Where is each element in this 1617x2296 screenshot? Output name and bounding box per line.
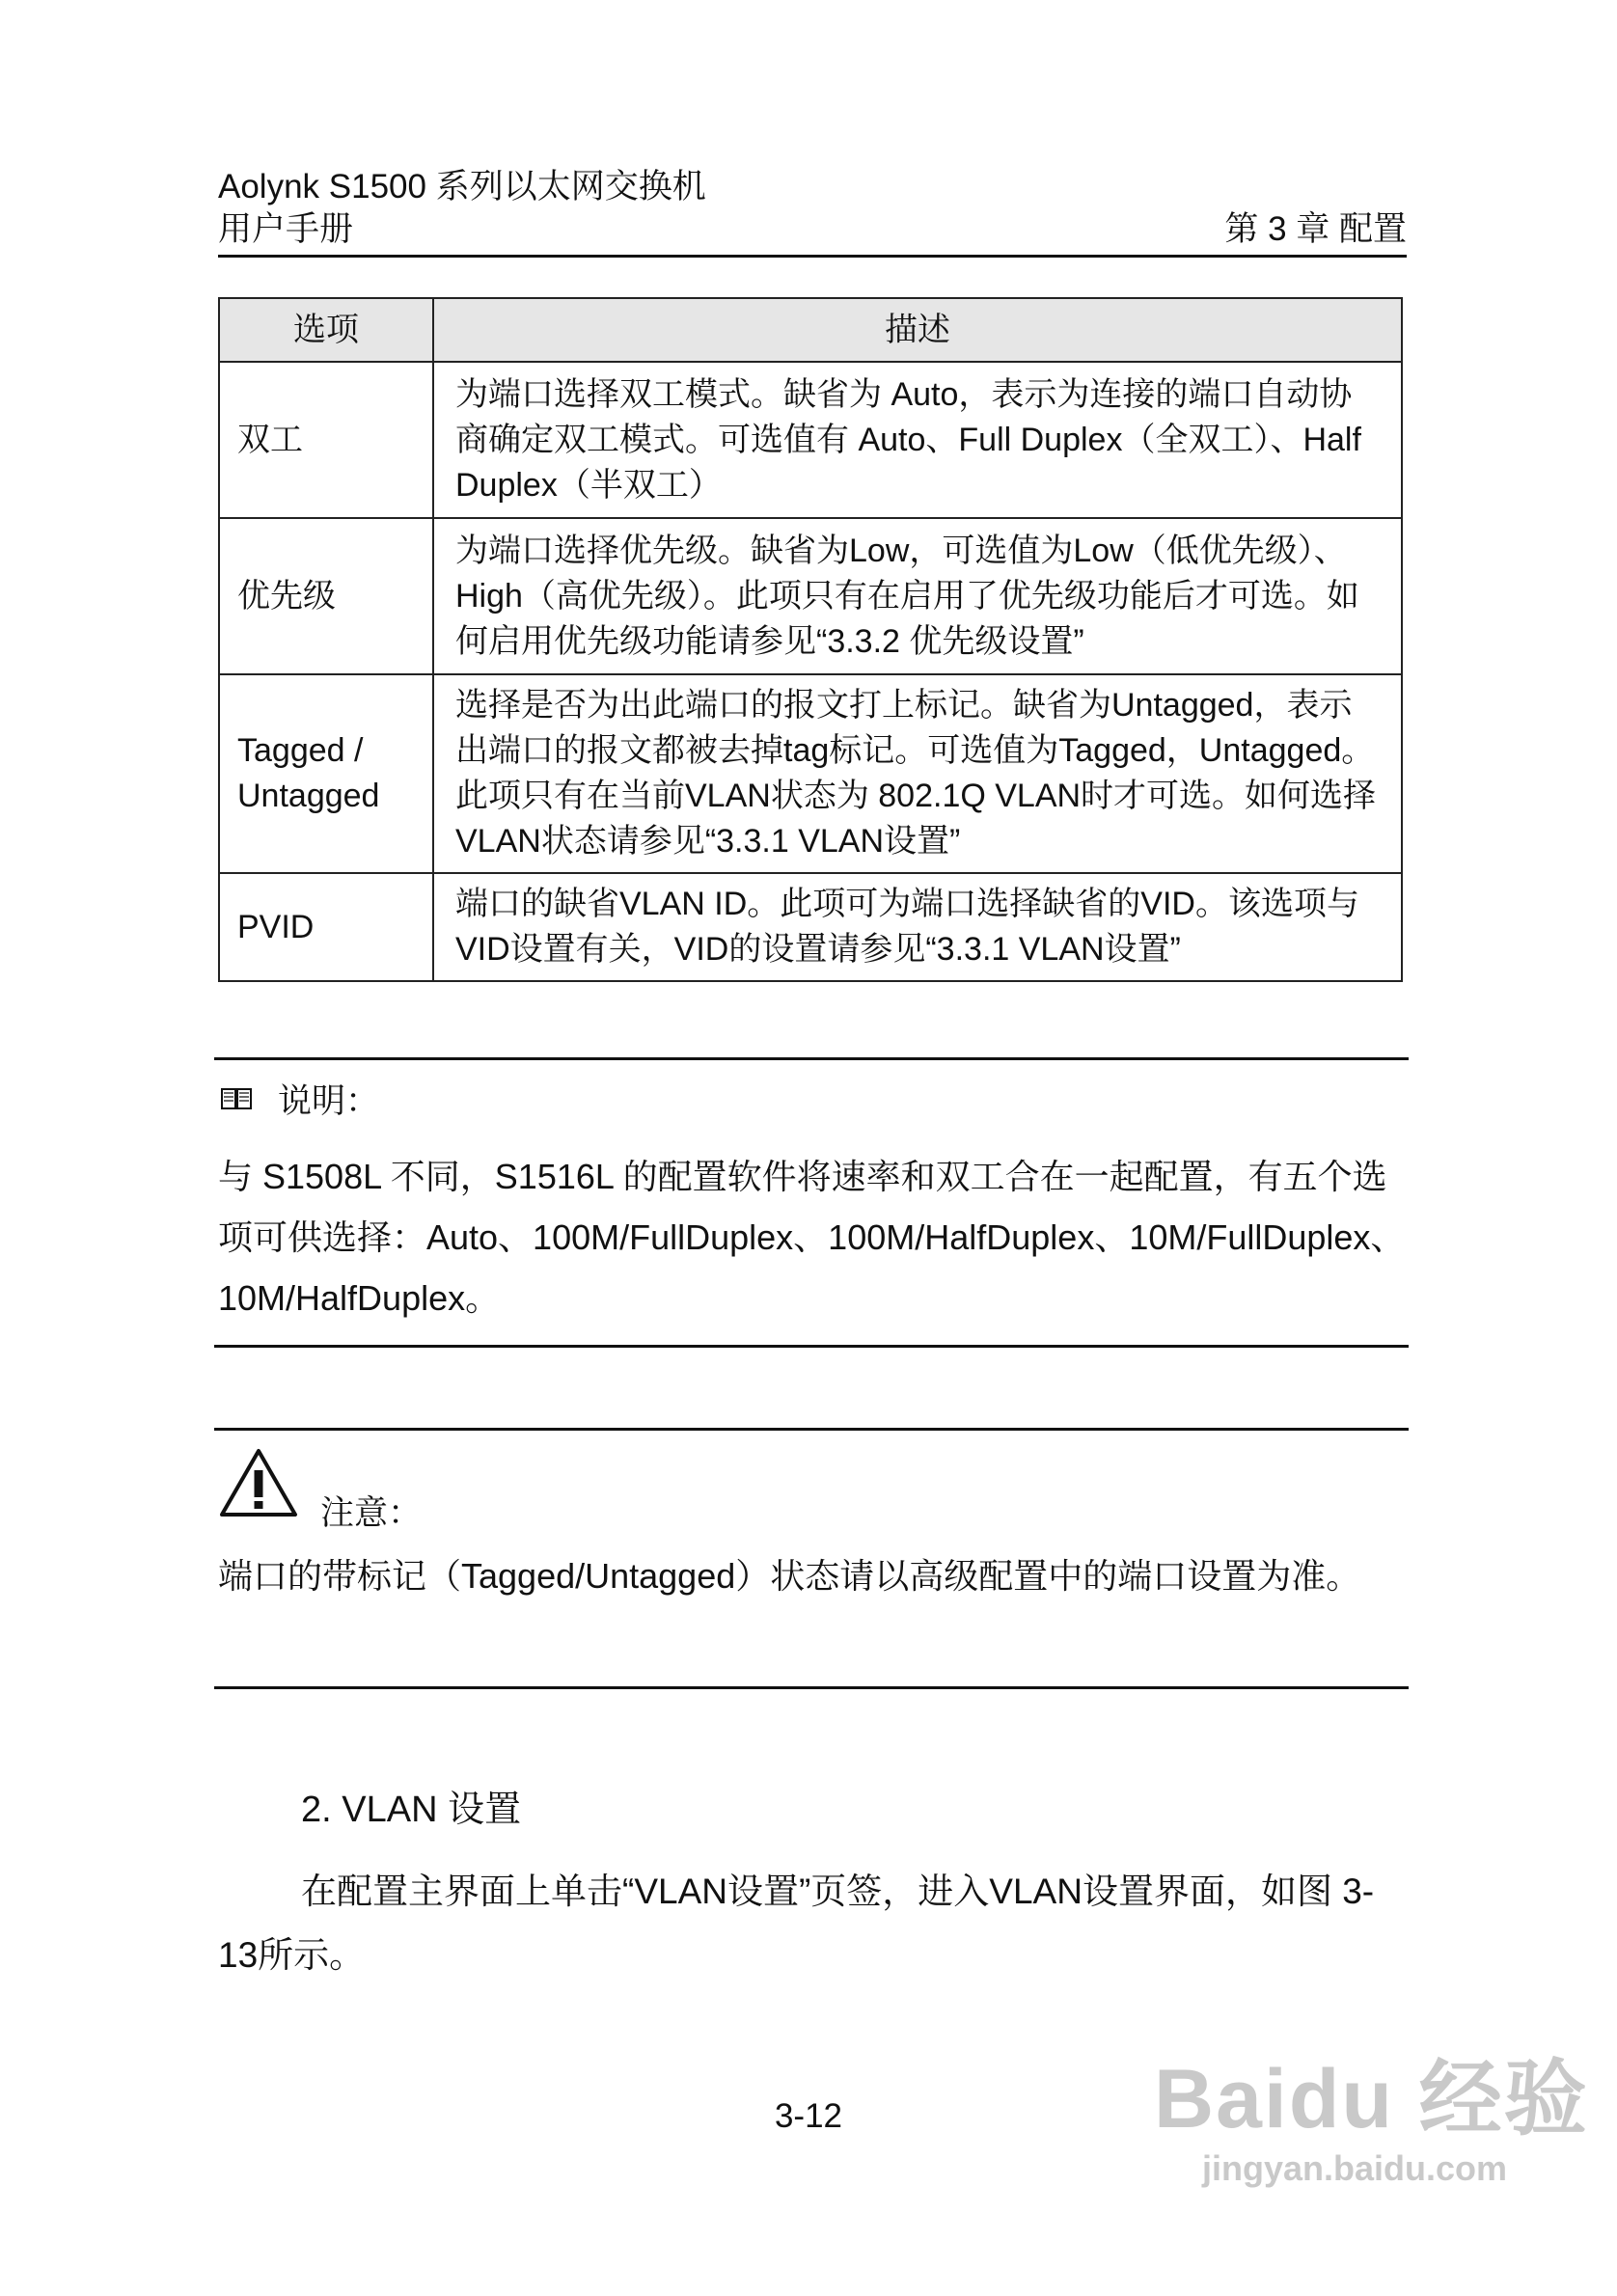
warning-triangle-icon: [218, 1447, 299, 1535]
header-manual: 用户手册: [218, 210, 354, 248]
caution-heading: [218, 1447, 422, 1535]
table-row: [219, 518, 1402, 674]
table-header-row: [219, 298, 1402, 362]
header-product: Aolynk S1500 系列以太网交换机: [218, 168, 706, 205]
note-title: 说明：: [278, 1082, 380, 1120]
description-cell: 端口的缺省VLAN ID。此项可为端口选择缺省的VID。该选项与VID设置有关，VID的设置请参见“3.3.1 VLAN设置”: [433, 873, 1402, 981]
header-chapter: 第 3 章 配置: [1224, 210, 1407, 248]
caution-title: 注意：: [320, 1494, 423, 1532]
options-table: [218, 297, 1403, 982]
note-bottom-rule: [214, 1345, 1409, 1348]
table-row: [219, 674, 1402, 873]
caution-bottom-rule: [214, 1686, 1409, 1689]
section-paragraph: 在配置主界面上单击“VLAN设置”页签，进入VLAN设置界面，如图 3-13所示。: [218, 1872, 1375, 1975]
table-row: [219, 873, 1402, 981]
table-row: [219, 362, 1402, 518]
column-header-option: 选项: [219, 298, 433, 362]
option-cell: 双工: [219, 362, 433, 518]
note-heading: [220, 1075, 379, 1129]
baidu-watermark-logo: Baidu 经验: [1154, 2053, 1589, 2146]
description-cell: 为端口选择双工模式。缺省为 Auto，表示为连接的端口自动协商确定双工模式。可选值有 Auto、Full Duplex（全双工）、Half Duplex（半双工）: [433, 362, 1402, 518]
book-icon: [220, 1075, 253, 1129]
page-number: 3-12: [774, 2097, 843, 2135]
section-title: 2. VLAN 设置: [301, 1790, 522, 1830]
baidu-watermark-url: jingyan.baidu.com: [1202, 2148, 1508, 2188]
header-divider: [218, 255, 1407, 258]
option-cell: Tagged / Untagged: [219, 674, 433, 873]
note-body: 与 S1508L 不同，S1516L 的配置软件将速率和双工合在一起配置，有五个选项可供选择：Auto、100M/FullDuplex、100M/HalfDuplex、10M/FullDuplex、10M/HalfDuplex。: [218, 1157, 1406, 1318]
description-cell: 选择是否为出此端口的报文打上标记。缺省为Untagged，表示出端口的报文都被去掉tag标记。可选值为Tagged，Untagged。此项只有在当前VLAN状态为 802.1Q VLAN时才可选。如何选择VLAN状态请参见“3.3.1 VLAN设置”: [433, 674, 1402, 873]
description-cell: 为端口选择优先级。缺省为Low，可选值为Low（低优先级）、High（高优先级）。此项只有在启用了优先级功能后才可选。如何启用优先级功能请参见“3.3.2 优先级设置”: [433, 518, 1402, 674]
option-cell: 优先级: [219, 518, 433, 674]
note-top-rule: [214, 1057, 1409, 1060]
option-cell: PVID: [219, 873, 433, 981]
caution-top-rule: [214, 1428, 1409, 1431]
caution-body: 端口的带标记（Tagged/Untagged）状态请以高级配置中的端口设置为准。: [218, 1556, 1361, 1596]
column-header-description: 描述: [433, 298, 1402, 362]
